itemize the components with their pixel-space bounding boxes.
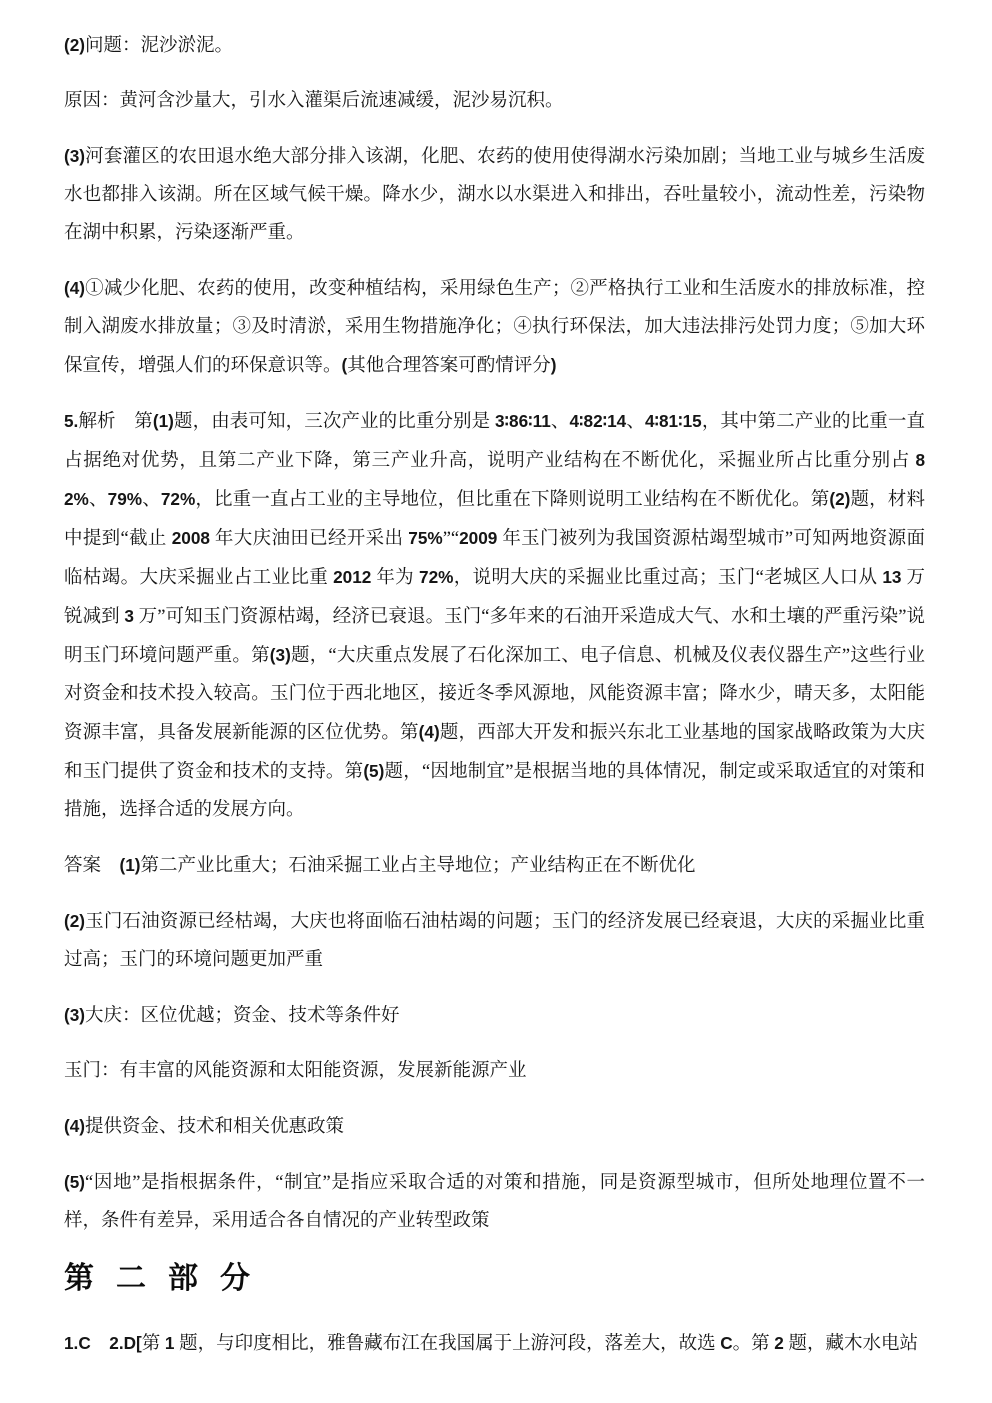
para-5-answer-3-yumen: 玉门：有丰富的风能资源和太阳能资源，发展新能源产业 [64,1061,527,1081]
para-q4-answer: (4)①减少化肥、农药的使用，改变种植结构，采用绿色生产；②严格执行工业和生活废水的排放标准，控制入湖废水排放量；③及时清淤，采用生物措施净化；④执行环保法，加大违法排污处罚力度；⑤加大环保宣传，增强人们的环保意识等。(其他合理答案可酌情评分) [64,278,925,376]
para-5-answer-1: 答案 (1)第二产业比重大；石油采掘工业占主导地位；产业结构正在不断优化 [64,855,696,876]
para-q3-answer: (3)河套灌区的农田退水绝大部分排入该湖，化肥、农药的使用使得湖水污染加剧；当地工业与城乡生活废水也都排入该湖。所在区域气候干燥。降水少，湖水以水渠进入和排出，吞吐量较小，流动性差，污染物在湖中积累，污染逐渐严重。 [64,146,925,243]
para-5-answer-4: (4)提供资金、技术和相关优惠政策 [64,1116,345,1137]
para-5-answer-5: (5)“因地”是指根据条件，“制宜”是指应采取合适的对策和措施，同是资源型城市，但所处地理位置不一样，条件有差异，采用适合各自情况的产业转型政策 [64,1172,925,1231]
section-heading-part2: 第二部分 [64,1262,272,1295]
para-5-answer-3-daqing: (3)大庆：区位优越；资金、技术等条件好 [64,1005,400,1026]
para-q2-reason: 原因：黄河含沙量大，引水入灌渠后流速减缓，泥沙易沉积。 [64,91,564,111]
para-q2-problem: (2)问题：泥沙淤泥。 [64,35,234,56]
para-5-answer-2: (2)玉门石油资源已经枯竭，大庆也将面临石油枯竭的问题；玉门的经济发展已经衰退，大庆的采掘业比重过高；玉门的环境问题更加严重 [64,911,925,970]
para-5-analysis: 5.解析 第(1)题，由表可知，三次产业的比重分别是 3∶86∶11、4∶82∶14、4∶81∶15，其中第二产业的比重一直占据绝对优势，且第二产业下降，第三产业升高，说明产业结构在不断优化，采掘业所占比重分别占 82%、79%、72%，比重一直占工业的主导地位，但比重在下降则说明工业结构在不断优化。第(2)题，材料中提到“截止 2008 年大庆油田已经开采出 75%”“2009 年玉门被列为我国资源枯竭型城市”可知两地资源面临枯竭。大庆采掘业占工业比重 2012 年为 72%，说明大庆的采掘业比重过高；玉门“老城区人口从 13 万锐减到 3 万”可知玉门资源枯竭，经济已衰退。玉门“多年来的石油开采造成大气、水和土壤的严重污染”说明玉门环境问题严重。第(3)题，“大庆重点发展了石化深加工、电子信息、机械及仪表仪器生产”这些行业对资金和技术投入较高。玉门位于西北地区，接近冬季风源地，风能资源丰富；降水少，晴天多，太阳能资源丰富，具备发展新能源的区位优势。第(4)题，西部大开发和振兴东北工业基地的国家战略政策为大庆和玉门提供了资金和技术的支持。第(5)题，“因地制宜”是根据当地的具体情况，制定或采取适宜的对策和措施，选择合适的发展方向。 [64,411,925,820]
para-part2-answers-line: 1.C 2.D[第 1 题，与印度相比，雅鲁藏布江在我国属于上游河段，落差大，故选 C。第 2 题，藏木水电站 [64,1333,918,1354]
